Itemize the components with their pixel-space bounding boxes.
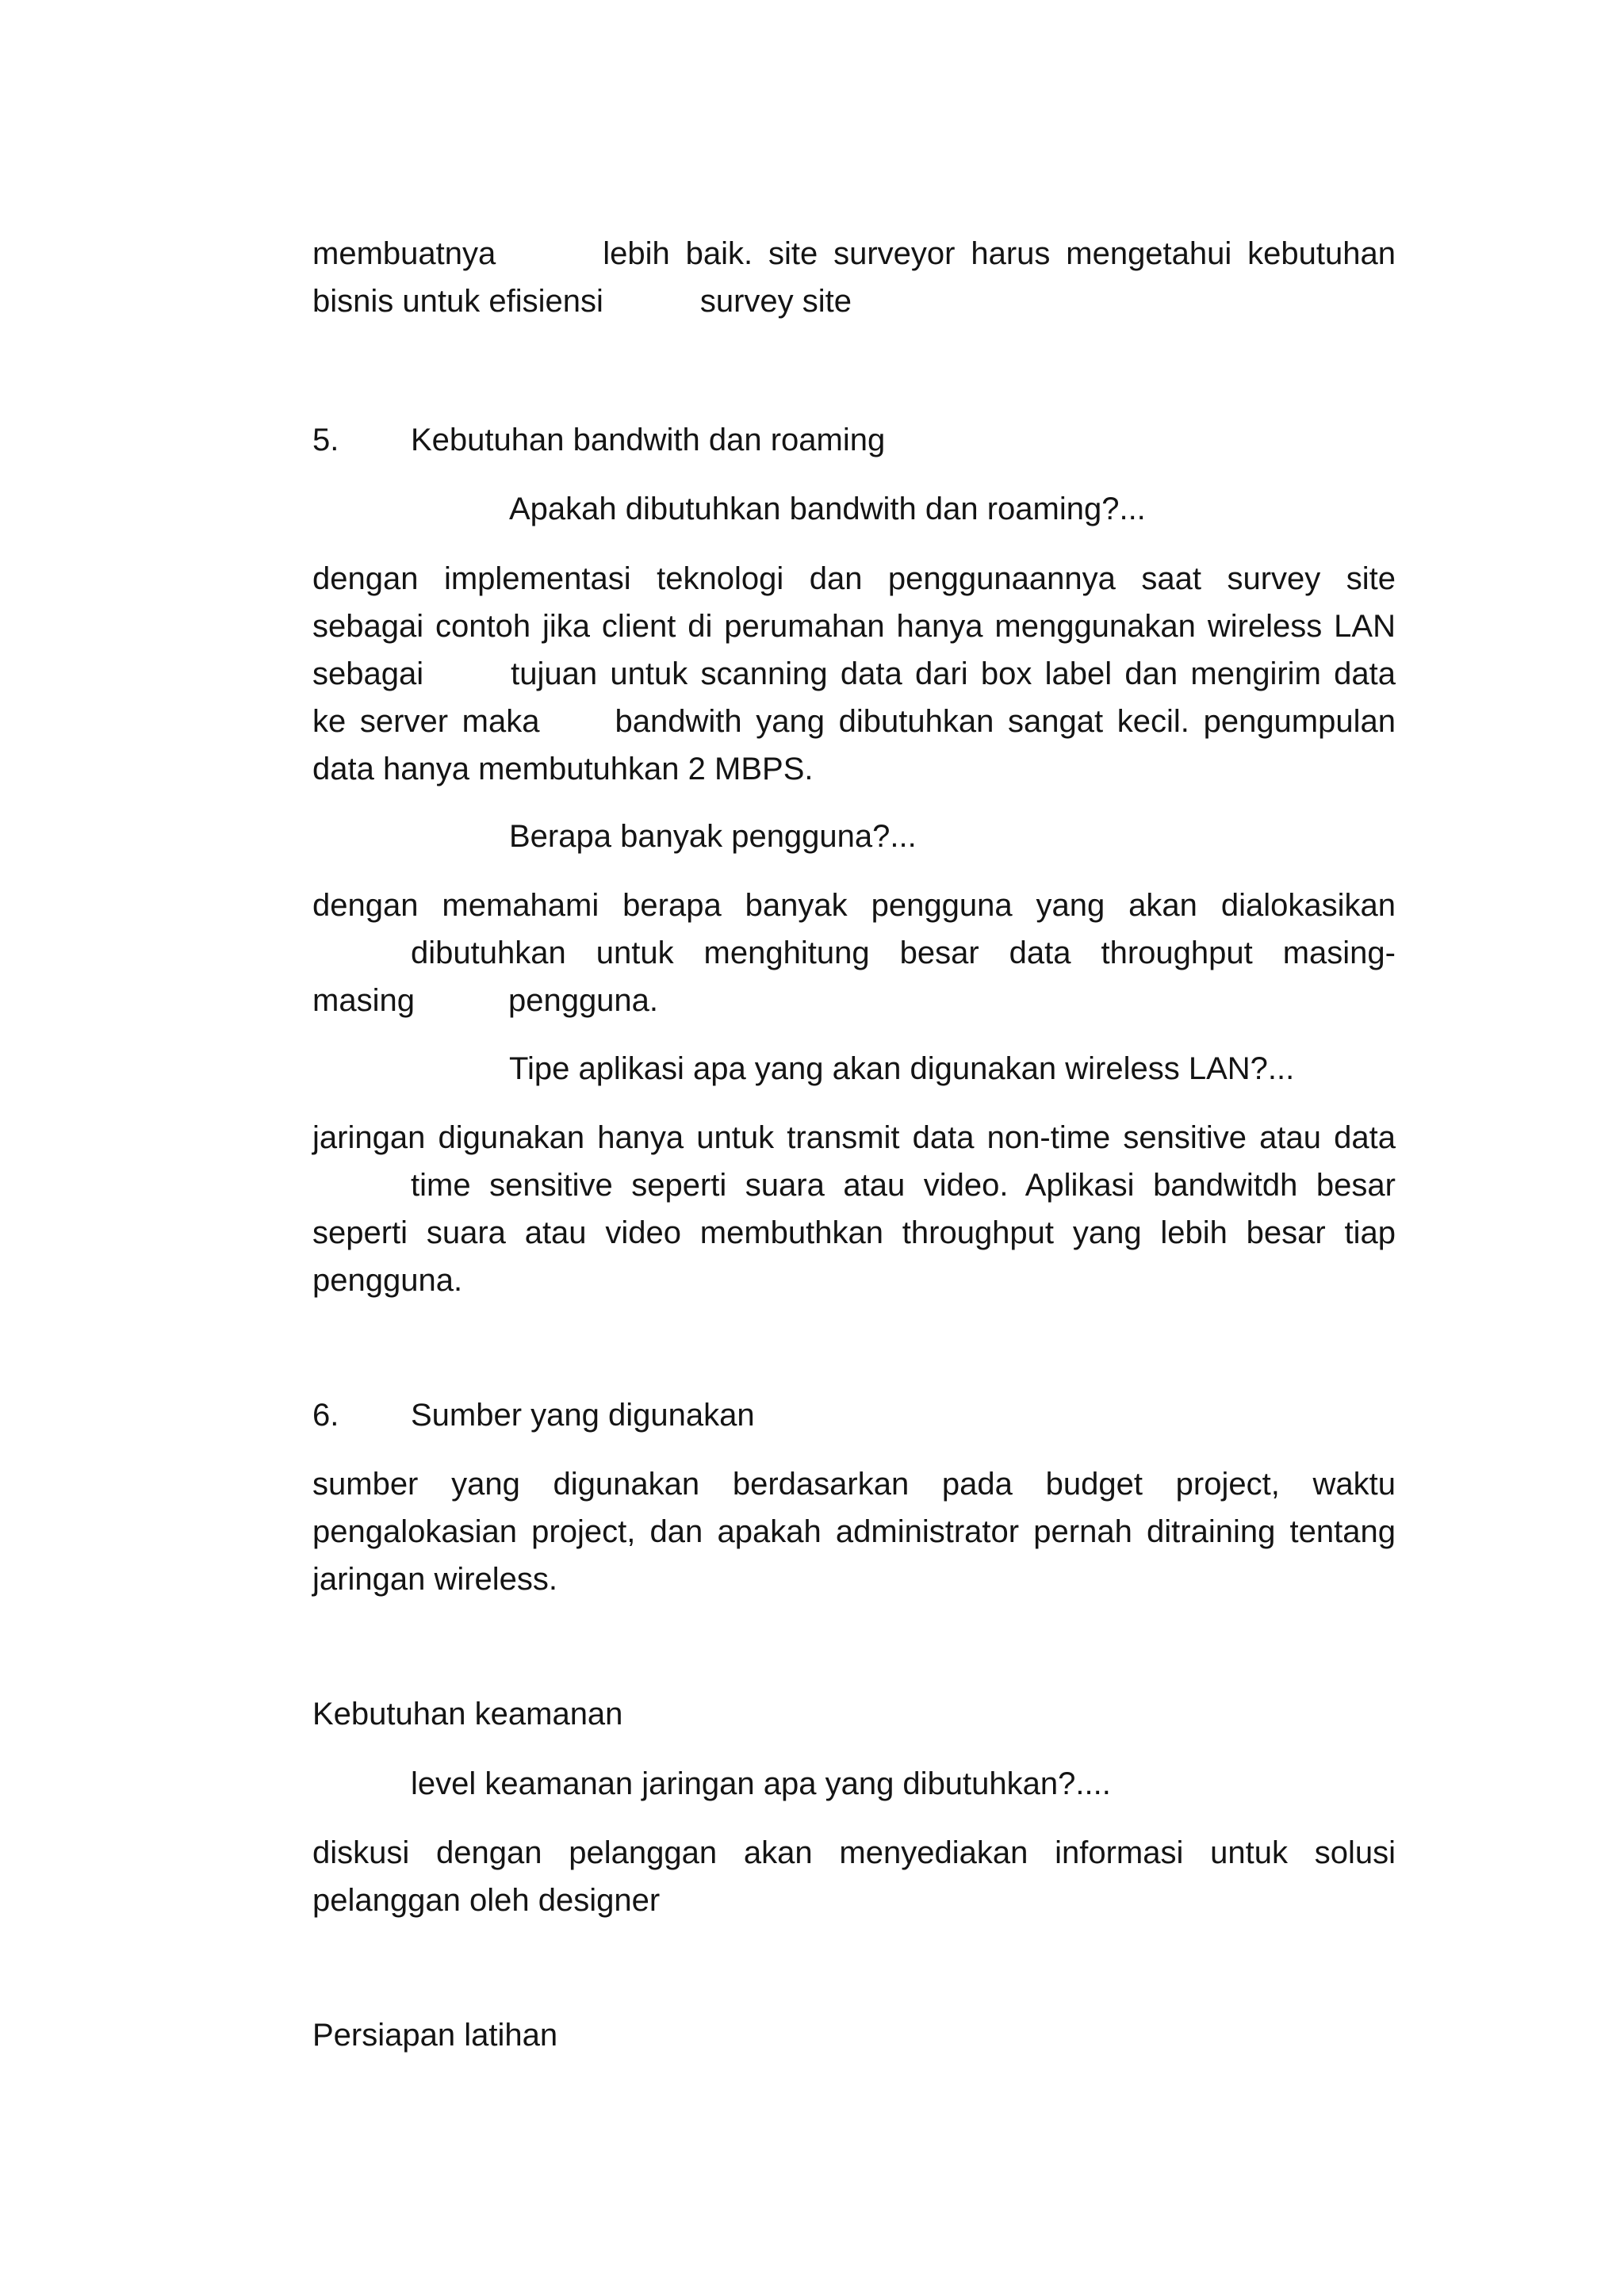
section-5-question-1: Apakah dibutuhkan bandwith dan roaming?... — [509, 492, 1146, 526]
security-line-1: diskusi dengan pelanggan akan menyediakan informasi untuk solusi — [312, 1835, 1396, 1870]
s5-p1-line-1: dengan implementasi teknologi dan penggunaannya saat survey site — [312, 561, 1396, 596]
s6-line-1: sumber yang digunakan berdasarkan pada budget project, waktu — [312, 1467, 1396, 1502]
s5-p1-line-4-part-b: bandwith yang dibutuhkan sangat kecil. pengumpulan — [615, 704, 1396, 739]
s5-p2-line-3-part-b: pengguna. — [508, 983, 659, 1018]
s5-p3-line-3: seperti suara atau video membuthkan throughput yang lebih besar tiap — [312, 1215, 1396, 1250]
s6-line-2: pengalokasian project, dan apakah administrator pernah ditraining tentang — [312, 1514, 1396, 1549]
s5-p1-line-3-part-a: sebagai — [312, 656, 424, 691]
s5-p3-line-2: time sensitive seperti suara atau video. Aplikasi bandwitdh besar — [411, 1168, 1396, 1203]
intro-line-2-part-a: bisnis untuk efisiensi — [312, 284, 603, 319]
s5-p2-line-2: dibutuhkan untuk menghitung besar data throughput masing- — [411, 936, 1396, 970]
section-5-number: 5. — [312, 423, 339, 457]
s5-p1-line-4-part-a: ke server maka — [312, 704, 540, 739]
intro-line-1-part-b: lebih baik. site surveyor harus mengetahui kebutuhan — [603, 236, 1396, 271]
s5-p1-line-5: data hanya membutuhkan 2 MBPS. — [312, 752, 814, 786]
section-5-question-3: Tipe aplikasi apa yang akan digunakan wireless LAN?... — [509, 1051, 1295, 1086]
s5-p2-line-1: dengan memahami berapa banyak pengguna yang akan dialokasikan — [312, 888, 1396, 923]
section-5-question-2: Berapa banyak pengguna?... — [509, 819, 917, 854]
section-6-title: Sumber yang digunakan — [411, 1398, 755, 1433]
s5-p1-line-3 — [312, 650, 1396, 698]
intro-line-2 — [312, 277, 852, 325]
s5-p2-line-3 — [312, 977, 658, 1024]
training-title: Persiapan latihan — [312, 2018, 558, 2053]
s6-line-3: jaringan wireless. — [312, 1562, 558, 1597]
s5-p1-line-4 — [312, 698, 1396, 745]
s5-p1-line-3-part-b: tujuan untuk scanning data dari box label dan mengirim data — [511, 656, 1396, 691]
security-title: Kebutuhan keamanan — [312, 1697, 623, 1732]
intro-line-1-part-a: membuatnya — [312, 236, 496, 271]
s5-p3-line-4: pengguna. — [312, 1263, 463, 1298]
security-question: level keamanan jaringan apa yang dibutuhkan?.... — [411, 1766, 1111, 1801]
section-5-title: Kebutuhan bandwith dan roaming — [411, 423, 886, 457]
s5-p1-line-2: sebagai contoh jika client di perumahan hanya menggunakan wireless LAN — [312, 609, 1396, 644]
security-line-2: pelanggan oleh designer — [312, 1883, 661, 1918]
intro-line-1 — [312, 230, 1396, 277]
s5-p3-line-1: jaringan digunakan hanya untuk transmit data non-time sensitive atau data — [312, 1120, 1396, 1155]
s5-p2-line-3-part-a: masing — [312, 983, 415, 1018]
intro-line-2-part-b: survey site — [699, 284, 852, 319]
section-6-number: 6. — [312, 1398, 339, 1433]
